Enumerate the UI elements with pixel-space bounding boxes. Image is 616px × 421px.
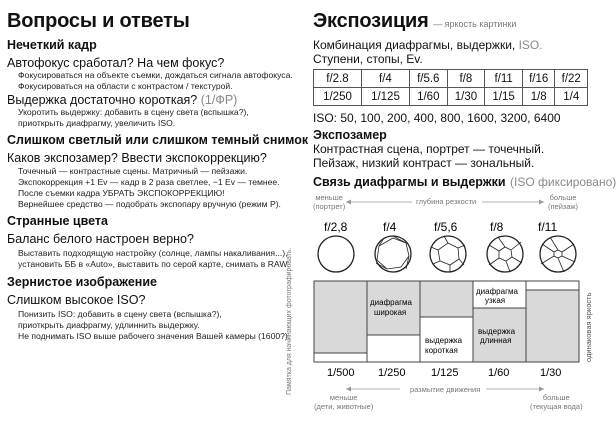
shutter-label: 1/500 [327, 367, 355, 379]
diaphragm-f2-8-icon [318, 236, 354, 272]
section-heading: Нечеткий кадр [7, 38, 97, 52]
shutter-label: 1/125 [431, 367, 459, 379]
motion-less-word: меньше [329, 393, 358, 402]
meter-heading: Экспозамер [313, 128, 387, 142]
motion-less-note: (дети, животные) [314, 402, 374, 411]
question: Слишком высокое ISO? [7, 293, 146, 307]
side-note: Памятка для начинающих фотографировать. [286, 247, 293, 395]
meter-line: Контрастная сцена, портрет — точечный. [313, 142, 545, 156]
aperture-label: f/4 [383, 220, 397, 234]
answer-line: установить ББ в «Auto», выставить по серой карте, снимать в RAW. [18, 259, 290, 269]
aperture-label: f/5,6 [434, 220, 458, 234]
link-header [313, 173, 616, 191]
table-cell: 1/4 [555, 88, 588, 106]
aperture-label: f/8 [490, 220, 504, 234]
dof-arrowhead-right [539, 200, 544, 205]
shutter-label: 1/250 [378, 367, 406, 379]
table-cell: 1/125 [361, 88, 409, 106]
right-header [313, 10, 516, 33]
motion-label: размытие движения [410, 385, 481, 394]
bar-shutter-1-250 [367, 335, 420, 362]
bar-aperture-1-125 [420, 281, 473, 317]
bar-aperture-1-30 [526, 281, 579, 290]
exposure-table [313, 69, 588, 106]
question: Каков экспозамер? Ввести экспокоррекцию? [7, 151, 267, 165]
diaphragm-f8-icon [487, 236, 523, 272]
table-cell: 1/250 [314, 88, 362, 106]
section-heading: Зернистое изображение [7, 275, 157, 289]
diaphragm-f5-6-icon [430, 236, 466, 272]
table-cell: f/8 [447, 70, 485, 88]
question-note: (1/ФР) [200, 93, 238, 107]
answer-line: Фокусироваться на области с контрастом / текстурой. [18, 81, 233, 91]
bar-shutter-1-30 [526, 290, 579, 362]
section-heading: Слишком светлый или слишком темный снимок [7, 133, 309, 147]
answer-line: Фокусироваться на объекте съемки, дождаться сигнала автофокуса. [18, 70, 293, 80]
diaphragm-f4-icon [375, 236, 411, 272]
motion-more-word: больше [542, 393, 570, 402]
bar-label: диафрагма [476, 287, 518, 296]
dof-label: глубина резкости [416, 197, 477, 206]
link-note: (ISO фиксировано) [510, 175, 616, 189]
motion-arrowhead-right [539, 387, 544, 392]
bar-label: выдержка [425, 336, 463, 345]
answer-line: приоткрыть диафрагму, увеличить ISO. [18, 118, 176, 128]
bar-label: узкая [485, 296, 506, 305]
iso-line: ISO: 50, 100, 200, 400, 800, 1600, 3200, 6400 [313, 111, 561, 125]
shutter-label: 1/30 [540, 367, 562, 379]
table-cell: 1/60 [409, 88, 447, 106]
answer-line: Не поднимать ISO выше рабочего значения Вашей камеры (1600?). [18, 331, 291, 341]
dof-less-note: (портрет) [313, 202, 346, 211]
table-cell: f/16 [522, 70, 555, 88]
table-cell: f/22 [555, 70, 588, 88]
section-heading: Странные цвета [7, 214, 109, 228]
right-title: Экспозиция [313, 10, 429, 32]
right-title-note: — яркость картинки [433, 19, 517, 29]
answer-line: Вернейшее средство — подобрать экспопару вручную (режим P). [18, 199, 281, 209]
meter-line: Пейзаж, низкий контраст — зональный. [313, 156, 535, 170]
question: Автофокус сработал? На чем фокус? [7, 56, 225, 70]
aperture-label: f/11 [538, 220, 558, 234]
answer-line: После съемки кадра УБРАТЬ ЭКСПОКОРРЕКЦИЮ! [18, 188, 225, 198]
dof-arrowhead-left [346, 200, 351, 205]
motion-less [314, 393, 373, 411]
motion-more [530, 393, 583, 411]
bar-label: короткая [425, 346, 458, 355]
aperture-row [314, 70, 588, 88]
bar-shutter-1-500 [314, 353, 367, 362]
table-cell: 1/8 [522, 88, 555, 106]
shutter-label: 1/60 [488, 367, 510, 379]
bar-label: длинная [480, 336, 512, 345]
bar-aperture-1-500 [314, 281, 367, 353]
bar-label: диафрагма [370, 298, 412, 307]
answer-line: приоткрыть диафрагму, удлиннить выдержку. [18, 320, 200, 330]
diaphragm-f11-icon [540, 236, 576, 272]
table-cell: f/11 [485, 70, 523, 88]
link-heading: Связь диафрагмы и выдержки [313, 175, 506, 189]
answer-line: Укоротить выдержку: добавить в сцену света (вспышка?), [18, 107, 249, 117]
bar-label: широкая [374, 308, 407, 317]
combo-iso: ISO. [518, 38, 543, 52]
answer-line: Понизить ISO: добавить в сцену света (вспышка?), [18, 309, 222, 319]
dof-more-note: (пейзаж) [548, 202, 579, 211]
table-cell: 1/30 [447, 88, 485, 106]
table-cell: f/2.8 [314, 70, 362, 88]
question-text: Выдержка достаточно короткая? [7, 93, 198, 107]
motion-more-note: (текущая вода) [530, 402, 583, 411]
answer-line: Экспокоррекция +1 Ev — кадр в 2 раза светлее, −1 Ev — темнее. [18, 177, 280, 187]
motion-arrowhead-left [346, 387, 351, 392]
table-cell: 1/15 [485, 88, 523, 106]
dof-less-word: меньше [315, 193, 343, 202]
combo-text: Комбинация диафрагмы, выдержки, [313, 38, 516, 52]
answer-line: Выставить подходящую настройку (солнце, лампы накаливания...), [18, 248, 288, 258]
aperture-label: f/2,8 [324, 220, 348, 234]
table-cell: f/5.6 [409, 70, 447, 88]
shutter-row [314, 88, 588, 106]
left-title: Вопросы и ответы [7, 10, 190, 32]
question: Баланс белого настроен верно? [7, 232, 194, 246]
answer-line: Точечный — контрастные сцены. Матричный — пейзажи. [18, 166, 248, 176]
same-brightness-label: одинаковая яркость [584, 292, 593, 362]
question [7, 93, 237, 107]
combo-line [313, 38, 543, 52]
bar-label: выдержка [478, 327, 516, 336]
steps-line: Ступени, стопы, Ev. [313, 52, 423, 66]
dof-more-word: больше [549, 193, 577, 202]
table-cell: f/4 [361, 70, 409, 88]
